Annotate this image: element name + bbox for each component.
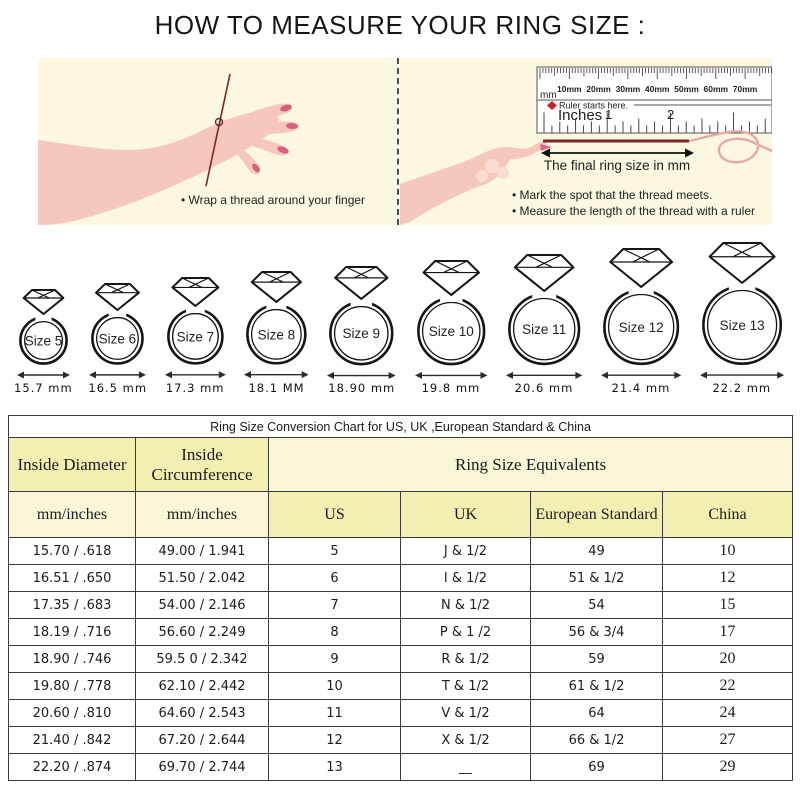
ring-size-row	[14, 242, 786, 395]
inch-number-1: 1	[605, 107, 613, 122]
mm-tick-label: 20mm	[586, 84, 611, 94]
inch-number-2: 2	[667, 107, 675, 122]
table-row	[9, 646, 793, 673]
table-cell: 18.19 / .716	[9, 619, 136, 646]
table-cell: __	[401, 754, 531, 781]
hand-icon	[38, 112, 279, 225]
table-cell: 56 & 3/4	[531, 619, 663, 646]
arrowhead-left	[700, 372, 707, 379]
ring-mm-label: 18.90 mm	[328, 381, 396, 396]
diamond-icon	[610, 249, 672, 287]
arrowhead-right	[777, 372, 784, 379]
ring-gap	[35, 314, 51, 321]
subheader-circumference-units: mm/inches	[136, 492, 269, 538]
ring-icon	[504, 254, 584, 380]
ring-mm-label: 20.6 mm	[514, 381, 574, 396]
subheader-china: China	[663, 492, 793, 538]
arrowhead-left	[415, 372, 422, 379]
table-row	[9, 673, 793, 700]
ring-gap	[440, 295, 463, 302]
diamond-icon	[252, 272, 301, 302]
table-cell: 9	[269, 646, 401, 673]
ring-gap	[267, 302, 287, 309]
ring-icon	[242, 271, 311, 380]
ring-size-figure	[87, 283, 148, 395]
ring-size-label: Size 8	[257, 327, 296, 343]
table-cell: 21.40 / .842	[9, 727, 136, 754]
ring-mm-label: 19.8 mm	[421, 381, 481, 396]
table-cell: J & 1/2	[401, 538, 531, 565]
ring-icon	[163, 277, 228, 380]
ring-size-figure	[14, 289, 73, 395]
ring-size-figure	[698, 242, 786, 395]
table-cell: 61 & 1/2	[531, 673, 663, 700]
ring-mm-label: 22.2 mm	[712, 381, 772, 396]
mm-tick-label: 40mm	[644, 84, 670, 94]
ring-size-label: Size 13	[719, 318, 765, 334]
final-size-label: The final ring size in mm	[543, 158, 691, 173]
table-row	[9, 727, 793, 754]
ring-size-figure	[242, 271, 311, 395]
ring-icon	[325, 266, 398, 381]
arrowhead-right	[480, 372, 487, 379]
table-cell: 6	[269, 565, 401, 592]
ring-size-figure	[325, 266, 398, 396]
table-row	[9, 592, 793, 619]
table-cell: 27	[663, 727, 793, 754]
table-cell: 17	[663, 619, 793, 646]
arrowhead-right	[389, 372, 396, 379]
ring-mm-label: 18.1 MM	[248, 381, 305, 396]
ring-size-label: Size 9	[343, 325, 381, 341]
mm-tick-label: 60mm	[703, 84, 729, 94]
table-cell: 10	[269, 673, 401, 700]
table-cell: 10	[663, 538, 793, 565]
ring-size-label: Size 12	[618, 319, 664, 335]
table-header-row-2	[9, 492, 793, 538]
arrowhead-right	[63, 372, 70, 379]
arrowhead-right	[139, 372, 146, 379]
table-title: Ring Size Conversion Chart for US, UK ,European Standard & China	[9, 416, 793, 438]
mm-tick-label: 50mm	[674, 84, 699, 94]
table-cell: 15.70 / .618	[9, 538, 136, 565]
arrowhead-right	[302, 372, 309, 379]
mm-tick-label: 70mm	[732, 84, 758, 94]
subheader-uk: UK	[401, 492, 531, 538]
table-cell: 51.50 / 2.042	[136, 565, 269, 592]
table-cell: 19.80 / .778	[9, 673, 136, 700]
arrowhead-right	[575, 372, 582, 379]
panel-wrap-thread	[38, 58, 397, 225]
ruler-start-label: Ruler starts here.	[559, 100, 629, 111]
table-cell: X & 1/2	[401, 727, 531, 754]
subheader-us: US	[269, 492, 401, 538]
table-cell: 15	[663, 592, 793, 619]
instruction-left: • Wrap a thread around your finger	[158, 193, 388, 207]
thread-loop	[689, 131, 772, 162]
table-row	[9, 619, 793, 646]
ring-icon	[413, 260, 490, 380]
table-cell: 49	[531, 538, 663, 565]
knuckle	[497, 167, 509, 179]
table-cell: 59	[531, 646, 663, 673]
ring-size-label: Size 5	[24, 333, 63, 349]
table-cell: 67.20 / 2.644	[136, 727, 269, 754]
arrowhead-right	[685, 149, 694, 158]
arrowhead-right	[219, 372, 226, 379]
arrowhead-left	[601, 372, 608, 379]
table-cell: 17.35 / .683	[9, 592, 136, 619]
ruler-mm-unit: mm	[540, 90, 557, 101]
table-cell: 59.5 0 / 2.342	[136, 646, 269, 673]
panel-divider	[397, 58, 399, 225]
ring-icon	[87, 283, 148, 380]
table-cell: 64	[531, 700, 663, 727]
ruler-inches-label: Inches	[558, 107, 603, 124]
table-cell: 64.60 / 2.543	[136, 700, 269, 727]
table-row	[9, 565, 793, 592]
table-cell: 54	[531, 592, 663, 619]
diamond-icon	[515, 255, 574, 291]
mm-tick-label: 30mm	[615, 84, 641, 94]
ring-size-figure	[163, 277, 228, 395]
col-header-inside-circumference: Inside Circumference	[136, 438, 269, 492]
table-row	[9, 754, 793, 781]
ring-gap	[729, 283, 755, 290]
ring-gap	[351, 299, 372, 306]
ring-gap	[109, 310, 126, 317]
arrowhead-left	[327, 372, 334, 379]
ring-size-figure	[504, 254, 584, 395]
arrowhead-left	[17, 372, 24, 379]
table-cell: 62.10 / 2.442	[136, 673, 269, 700]
diamond-icon	[336, 267, 388, 299]
ring-mm-label: 21.4 mm	[611, 381, 671, 396]
table-cell: 20.60 / .810	[9, 700, 136, 727]
table-cell: N & 1/2	[401, 592, 531, 619]
table-cell: 22.20 / .874	[9, 754, 136, 781]
table-cell: 12	[269, 727, 401, 754]
table-cell: 7	[269, 592, 401, 619]
instructions-right	[512, 187, 755, 219]
ring-mm-label: 16.5 mm	[88, 381, 148, 396]
ring-size-figure	[413, 260, 490, 395]
table-cell: 11	[269, 700, 401, 727]
table-cell: 49.00 / 1.941	[136, 538, 269, 565]
diamond-icon	[23, 290, 63, 314]
instruction-measure: • Measure the length of the thread with a ruler	[512, 203, 755, 219]
table-header-row-1	[9, 438, 793, 492]
table-row	[9, 700, 793, 727]
table-cell: 22	[663, 673, 793, 700]
diamond-icon	[172, 278, 218, 306]
diamond-icon	[709, 243, 774, 283]
table-cell: 18.90 / .746	[9, 646, 136, 673]
table-cell: 66 & 1/2	[531, 727, 663, 754]
instruction-mark: • Mark the spot that the thread meets.	[512, 187, 755, 203]
ring-mm-label: 17.3 mm	[165, 381, 225, 396]
table-cell: R & 1/2	[401, 646, 531, 673]
ring-gap	[532, 291, 556, 298]
ring-icon	[15, 289, 72, 380]
mm-tick-label: 10mm	[557, 84, 582, 94]
diamond-icon	[96, 284, 139, 310]
knuckle	[476, 170, 488, 182]
table-cell: I & 1/2	[401, 565, 531, 592]
page-title: HOW TO MEASURE YOUR RING SIZE :	[154, 10, 646, 40]
table-cell: 51 & 1/2	[531, 565, 663, 592]
col-header-equivalents: Ring Size Equivalents	[269, 438, 793, 492]
ring-gap	[628, 287, 653, 294]
table-cell: 69.70 / 2.744	[136, 754, 269, 781]
table-cell: V & 1/2	[401, 700, 531, 727]
subheader-diameter-units: mm/inches	[9, 492, 136, 538]
table-cell: 12	[663, 565, 793, 592]
diamond-icon	[423, 261, 478, 295]
table-cell: 56.60 / 2.249	[136, 619, 269, 646]
arrowhead-right	[674, 372, 681, 379]
table-cell: 29	[663, 754, 793, 781]
subheader-european-standard: European Standard	[531, 492, 663, 538]
table-cell: 5	[269, 538, 401, 565]
ring-icon	[698, 242, 786, 380]
table-cell: P & 1 /2	[401, 619, 531, 646]
table-cell: 69	[531, 754, 663, 781]
arrowhead-left	[244, 372, 251, 379]
ring-mm-label: 15.7 mm	[14, 381, 73, 396]
ring-size-label: Size 7	[176, 329, 214, 345]
table-cell: 13	[269, 754, 401, 781]
table-cell: 20	[663, 646, 793, 673]
table-cell: 8	[269, 619, 401, 646]
ruler-mm-labels	[557, 84, 758, 94]
table-cell: T & 1/2	[401, 673, 531, 700]
arrowhead-left	[506, 372, 513, 379]
col-header-inside-diameter: Inside Diameter	[9, 438, 136, 492]
ring-size-conversion-table	[8, 415, 793, 781]
panel-measure-ruler	[400, 58, 772, 225]
table-title-row	[9, 416, 793, 438]
ring-size-label: Size 6	[98, 331, 137, 347]
table-row	[9, 538, 793, 565]
table-cell: 16.51 / .650	[9, 565, 136, 592]
ring-size-figure	[599, 248, 683, 395]
knuckle	[485, 159, 499, 173]
ring-size-label: Size 11	[521, 321, 567, 337]
table-cell: 54.00 / 2.146	[136, 592, 269, 619]
table-cell: 24	[663, 700, 793, 727]
ring-gap	[186, 306, 205, 313]
arrowhead-left	[165, 372, 172, 379]
ring-icon	[599, 248, 683, 380]
arrowhead-left	[89, 372, 96, 379]
ring-size-label: Size 10	[428, 323, 474, 339]
